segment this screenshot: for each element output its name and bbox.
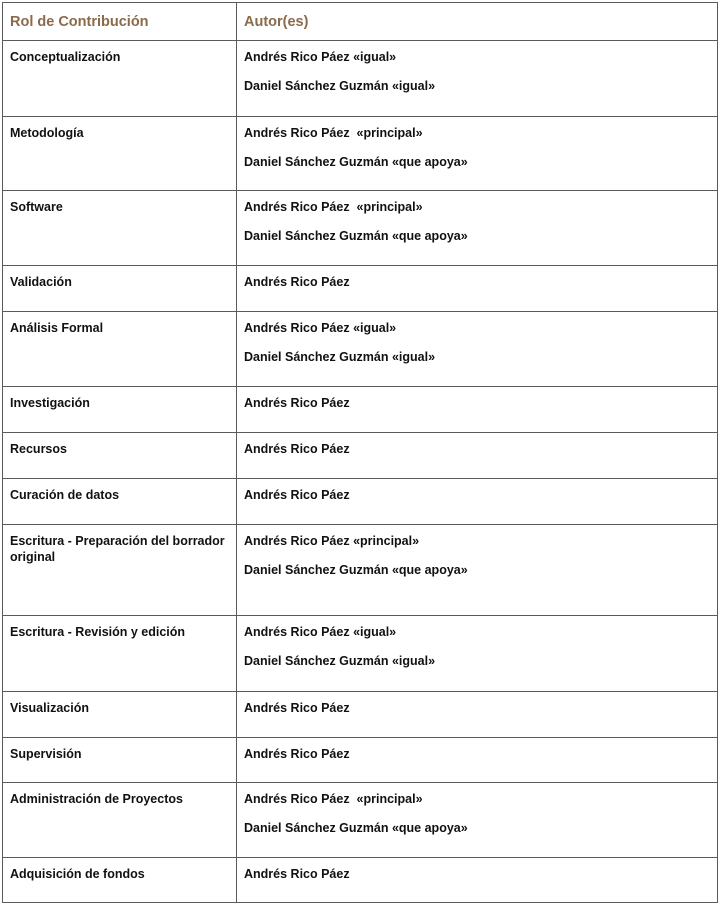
author-line: Daniel Sánchez Guzmán «que apoya» — [244, 229, 468, 243]
author-line: Andrés Rico Páez «igual» — [244, 321, 397, 335]
author-line: Daniel Sánchez Guzmán «que apoya» — [244, 155, 468, 169]
role-label: Recursos — [10, 442, 67, 456]
table-header-row — [3, 3, 717, 41]
author-line: Daniel Sánchez Guzmán «que apoya» — [244, 821, 468, 835]
contribution-table — [2, 2, 718, 903]
table-row — [3, 783, 717, 858]
header-role: Rol de Contribución — [3, 3, 237, 40]
author-line: Andrés Rico Páez — [244, 747, 350, 761]
table-row — [3, 479, 717, 525]
table-row — [3, 525, 717, 616]
table-row — [3, 858, 717, 903]
author-line: Daniel Sánchez Guzmán «igual» — [244, 350, 436, 364]
author-line: Andrés Rico Páez — [244, 275, 350, 289]
role-label: Supervisión — [10, 747, 82, 761]
author-line: Daniel Sánchez Guzmán «igual» — [244, 79, 436, 93]
role-label: Metodología — [10, 126, 84, 140]
table-row — [3, 433, 717, 479]
table-row — [3, 41, 717, 117]
role-label: Adquisición de fondos — [10, 867, 145, 881]
author-line: Andrés Rico Páez «principal» — [244, 792, 423, 806]
author-line: Andrés Rico Páez «igual» — [244, 625, 397, 639]
author-line: Andrés Rico Páez «principal» — [244, 126, 423, 140]
header-authors: Autor(es) — [244, 14, 309, 30]
role-label: Investigación — [10, 396, 90, 410]
table-row — [3, 738, 717, 783]
author-line: Andrés Rico Páez — [244, 488, 350, 502]
table-row — [3, 692, 717, 738]
role-label: Escritura - Preparación del borrador original — [10, 534, 225, 564]
role-label: Análisis Formal — [10, 321, 104, 335]
role-label: Curación de datos — [10, 488, 120, 502]
table-row — [3, 266, 717, 312]
table-row — [3, 387, 717, 433]
author-line: Daniel Sánchez Guzmán «igual» — [244, 654, 436, 668]
table-row — [3, 312, 717, 387]
table-row — [3, 191, 717, 266]
author-line: Daniel Sánchez Guzmán «que apoya» — [244, 563, 468, 577]
role-label: Administración de Proyectos — [10, 792, 183, 806]
role-label: Validación — [10, 275, 72, 289]
role-label: Conceptualización — [10, 50, 121, 64]
role-label: Software — [10, 200, 63, 214]
author-line: Andrés Rico Páez «principal» — [244, 534, 420, 548]
table-row — [3, 117, 717, 191]
author-line: Andrés Rico Páez — [244, 701, 350, 715]
author-line: Andrés Rico Páez — [244, 867, 350, 881]
author-line: Andrés Rico Páez — [244, 442, 350, 456]
author-line: Andrés Rico Páez «igual» — [244, 50, 397, 64]
role-label: Visualización — [10, 701, 89, 715]
author-line: Andrés Rico Páez — [244, 396, 350, 410]
role-label: Escritura - Revisión y edición — [10, 625, 186, 639]
table-row — [3, 616, 717, 692]
author-line: Andrés Rico Páez «principal» — [244, 200, 423, 214]
